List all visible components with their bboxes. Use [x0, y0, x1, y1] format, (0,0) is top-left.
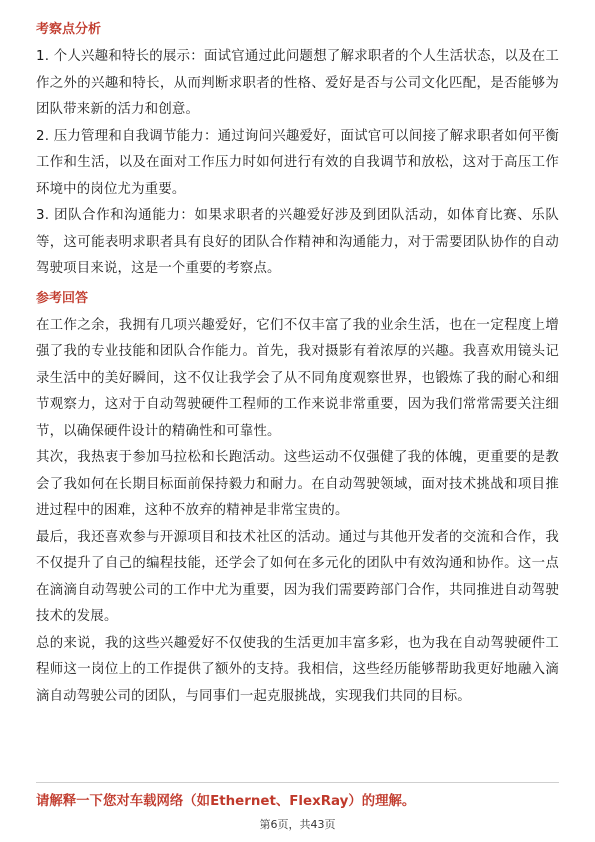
analysis-point: 3. 团队合作和沟通能力：如果求职者的兴趣爱好涉及到团队活动，如体育比赛、乐队等，这可能表明求职者具有良好的团队合作精神和沟通能力，对于需要团队协作的自动驾驶项目来说，这是一个重要的考察点。: [36, 208, 559, 276]
analysis-point: 2. 压力管理和自我调节能力：通过询问兴趣爱好，面试官可以间接了解求职者如何平衡工作和生活，以及在面对工作压力时如何进行有效的自我调节和放松，这对于高压工作环境中的岗位尤为重要。: [36, 128, 559, 197]
answer-paragraph: 其次，我热衷于参加马拉松和长跑活动。这些运动不仅强健了我的体魄，更重要的是教会了我如何在长期目标面前保持毅力和耐力。在自动驾驶领域，面对技术挑战和项目推进过程中的困难，这种不放弃的精神是非常宝贵的。: [36, 450, 559, 518]
divider: [36, 782, 559, 783]
answer-paragraph: 最后，我还喜欢参与开源项目和技术社区的活动。通过与其他开发者的交流和合作，我不仅提升了自己的编程技能，还学会了如何在多元化的团队中有效沟通和协作。这一点在滴滴自动驾驶公司的工作中尤为重要，因为我们需要跨部门合作，共同推进自动驾驶技术的发展。: [36, 529, 559, 624]
answer-paragraph: 在工作之余，我拥有几项兴趣爱好，它们不仅丰富了我的业余生活，也在一定程度上增强了我的专业技能和团队合作能力。首先，我对摄影有着浓厚的兴趣。我喜欢用镜头记录生活中的美好瞬间，这不仅让我学会了从不同角度观察世界，也锻炼了我的耐心和细节观察力，这对于自动驾驶硬件工程师的工作来说非常重要，因为我们常常需要关注细节，以确保硬件设计的精确性和可靠性。: [36, 317, 559, 439]
analysis-heading: 考察点分析: [36, 22, 102, 37]
answer-paragraph: 总的来说，我的这些兴趣爱好不仅使我的生活更加丰富多彩，也为我在自动驾驶硬件工程师这一岗位上的工作提供了额外的支持。我相信，这些经历能够帮助我更好地融入滴滴自动驾驶公司的团队，与同事们一起克服挑战，实现我们共同的目标。: [36, 635, 559, 704]
analysis-point: 1. 个人兴趣和特长的展示：面试官通过此问题想了解求职者的个人生活状态，以及在工作之外的兴趣和特长，从而判断求职者的性格、爱好是否与公司文化匹配，是否能够为团队带来新的活力和创意。: [36, 49, 559, 117]
page-footer: 第6页，共43页: [259, 818, 336, 831]
answer-heading: 参考回答: [36, 290, 89, 306]
page-content: [36, 20, 559, 710]
next-question: 请解释一下您对车载网络（如Ethernet、FlexRay）的理解。: [36, 794, 416, 809]
